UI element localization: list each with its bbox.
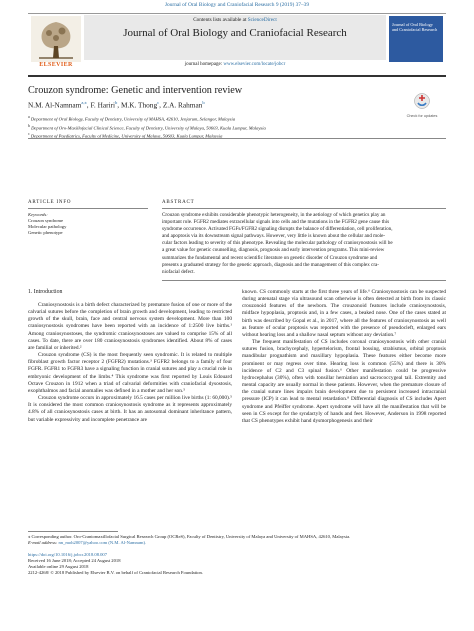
- affiliation-item: [28, 114, 378, 123]
- affiliation-marker: c: [28, 132, 30, 137]
- affiliation-item: [28, 123, 378, 132]
- affiliation-marker: a: [28, 115, 30, 119]
- author-affiliation-marker[interactable]: a,⁎: [81, 100, 87, 105]
- affiliation-text: Department of Oro-Maxillofacial Clinical Science, Faculty of Dentistry, University of Malaya, 50603, Kuala Lumpur, Malaysia: [31, 125, 266, 131]
- abstract-line: and apoptosis via its downstream signal pathways. However, very little is known about the cellular and mole-: [162, 233, 386, 240]
- abstract-heading: ABSTRACT: [162, 200, 195, 205]
- homepage-prefix: journal homepage:: [184, 62, 224, 67]
- author-affiliation-marker[interactable]: b: [202, 100, 205, 105]
- affiliation-marker: b: [28, 123, 30, 128]
- divider: [162, 280, 446, 281]
- abstract-line: important role. FGFR2 mediates extracellular signals into cells and the mutations in the FGFR2 gene cause this: [162, 219, 390, 226]
- corresponding-author-note: ⁎ Corresponding author. Oro-Craniomaxillofacial Surgical Research Group (OCReS), Faculty of Dentistry, University of Malaya and University of MAHSA, 42610, Malaysia.: [28, 534, 351, 539]
- paragraph: Crouzon syndrome occurs in approximately 16.5 cases per million live births (1: 60,000).⁵ It is considered the most common craniosynostosis syndrome as it represents approximately 4.8% of all craniosynostosis cases at birth. It has an autosomal dominant inheritance pattern, but variable expressivity and incomplete penetrance are: [28, 395, 232, 423]
- crossmark-label: Check for updates: [406, 114, 438, 118]
- crossmark-icon: [414, 93, 430, 109]
- footnotes: [28, 534, 446, 577]
- affiliation-list: [28, 114, 378, 140]
- affiliation-text: Department of Oral Biology, Faculty of Dentistry, University of MAHSA, 42610, Jenjarum, Selangor, Malaysia: [30, 116, 236, 122]
- abstract-line: cular factors leading to severity of this phenotype. Revealing the molecular pathology of craniosynostosis will be: [162, 240, 393, 247]
- contents-prefix: Contents lists available at: [193, 17, 248, 23]
- left-column: [28, 302, 232, 424]
- paragraph: known. CS commonly starts at the first three years of life.⁶ Craniosynostosis can be suspected during antenatal stage via ultrasound scan otherwise is often detected at birth from its classic crouzonoid features of the newborn. The crouzonoid features include craniosynostosis, midface hypoplasia, proptosis and, in a few cases, a beaked nose. One of the cases stated at birth was described by Gopal et al., in 2017, where all the features of craniosynostosis as well as feature of ocular proptosis was reported with the presence of pseudocleft, enlarged ears without hearing loss and a shallow nasal septum without any deviation.⁷: [242, 289, 446, 338]
- divider: [162, 208, 446, 209]
- divider: [28, 138, 446, 139]
- footnote-divider: [28, 531, 118, 532]
- keyword: Crouzon syndrome: [28, 218, 64, 224]
- email-link[interactable]: nn_moh2007@yahoo.com (N.M. Al-Namnam).: [58, 540, 147, 546]
- divider: [28, 208, 148, 209]
- abstract-line: summarizes the fundamental and recent scientific literature on genetic disorder of Crouzon syndrome and: [162, 254, 378, 261]
- author-affiliation-marker[interactable]: c: [157, 100, 160, 105]
- copyright-line: 2212-4268/ © 2018 Published by Elsevier B.V. on behalf of Craniofacial Research Foundation.: [28, 570, 204, 576]
- author-name[interactable]: Z.A. Rahman: [162, 100, 203, 110]
- journal-reference[interactable]: Journal of Oral Biology and Craniofacial Research 9 (2019) 37–39: [164, 2, 310, 8]
- contents-line: [84, 17, 386, 23]
- abstract-line: presents a graduated strategy for the genetic approach, diagnosis and the management of this complex cra-: [162, 261, 379, 268]
- keywords-label: Keywords:: [28, 212, 48, 217]
- abstract-line: a great value for genetic counselling, diagnosis, prognosis and early intervention programs. This mini-review: [162, 247, 385, 254]
- keywords-block: [28, 212, 148, 236]
- author-affiliation-marker[interactable]: b: [115, 100, 118, 105]
- received-dates: Received 16 June 2018; Accepted 24 August 2018: [28, 558, 121, 564]
- journal-cover-title: Journal of Oral Biology and Craniofacial Research: [392, 22, 438, 32]
- paragraph: Craniosynostosis is a birth defect characterized by premature fusion of one or more of the calvarial sutures before the completion of brain growth and development, leading to restricted growth of the skull, brain, face and central nervous system development. More than 100 craniosynostosis syndromes have been reported with an incidence of 1:2500 live births.¹ Among craniosynostoses, the syndromic craniosynostoses are valued to comprise 15% of all cases. To date, there are over 180 craniosynostosis syndromes identified. About 8% of cases are familial or inherited.²: [28, 302, 232, 351]
- available-online: Available online 29 August 2018: [28, 564, 89, 570]
- author-name[interactable]: F. Hariri: [90, 100, 115, 110]
- introduction-heading: 1. Introduction: [28, 289, 63, 295]
- keyword: Molecular pathology: [28, 224, 67, 230]
- sciencedirect-link[interactable]: ScienceDirect: [247, 17, 277, 23]
- right-column: [242, 289, 446, 425]
- author-list: N.M. Al-Namnam$^{a,⁎}$, F. Hariri$^b$, M.K. Thong$^c$, Z.A. Rahman$^b$: [28, 100, 205, 110]
- abstract-body: [162, 212, 446, 276]
- crossmark-badge[interactable]: [402, 93, 442, 118]
- journal-title: Journal of Oral Biology and Craniofacial Research: [123, 27, 347, 39]
- elsevier-tree-logo: [31, 16, 81, 62]
- abstract-line: Crouzon syndrome exhibits considerable phenotypic heterogeneity, in the aetiology of which genetics play an: [162, 212, 386, 218]
- homepage-line: [84, 62, 386, 67]
- affiliation-text: Department of Paediatrics, Faculty of Medicine, University of Malaya, 50603, Kuala Lumpur, Malaysia: [30, 133, 223, 139]
- email-label: E-mail address:: [28, 540, 58, 546]
- homepage-link[interactable]: www.elsevier.com/locate/jobcr: [223, 62, 286, 67]
- author-name[interactable]: N.M. Al-Namnam: [28, 100, 82, 110]
- paragraph: The frequent manifestation of CS includes coronal craniosynostosis with other cranial sutures fusion, brachycephaly, hypertelorism, frontal bossing, strabismus, orbital proptosis mandibular prognathism and maxillary hypoplasia. These features either become more prominent or may regress over time. Hearing loss is common (55%) and there is 30% incidence of C2 and C3 spinal fusion.⁶ Other manifestation could be progressive hydrocephalus (30%), often with tonsillar herniation and sacrococcygeal tail. Extremity and mental capacity are usually normal in these patients. However, when the premature closure of the cranial suture lines impairs brain development due to persistent increased intracranial pressure (ICP) it can lead to mental retardation.⁸ Differential diagnosis of CS includes Apert syndrome and Pfeiffer syndrome. Apert syndrome will have all the manifestation that will be seen in CS except for the syndactyly of hands and feet. However, Anderson in 1998 reported that CS phenotypes exhibit hand dysmorphogenesis and their: [242, 339, 446, 424]
- article-info-heading: ARTICLE INFO: [28, 200, 72, 205]
- doi-link[interactable]: https://doi.org/10.1016/j.jobcr.2018.08.007: [28, 552, 108, 558]
- keyword: Genetic phenotype: [28, 230, 63, 236]
- paragraph: Crouzon syndrome (CS) is the most frequently seen syndromic. It is related to multiple fibroblast growth factor receptor 2 (FGFR2) mutations.³ FGFR2 belongs to a family of four FGFR. FGFR1 to FGFR3 have a signaling function in cranial sutures and play a crucial role in embryonic development of the limbs.⁴ This syndrome was first reported by Louis Edouard Octave Crouzon in 1912 when a triad of calvarial deformities with craniofacial dysostosis, exophthalmos and facial anomalies was defined in a mother and her son.⁵: [28, 352, 232, 394]
- publisher-name: ELSEVIER: [39, 62, 73, 68]
- abstract-line: niofacial defect.: [162, 268, 195, 275]
- author-name[interactable]: M.K. Thong: [120, 100, 158, 110]
- article-title: Crouzon syndrome: Genetic and intervention review: [28, 85, 243, 96]
- abstract-line: syndrome occurrence. Activated FGFs/FGFR2 signaling disrupts the balance of differentiation, cell proliferation,: [162, 226, 393, 233]
